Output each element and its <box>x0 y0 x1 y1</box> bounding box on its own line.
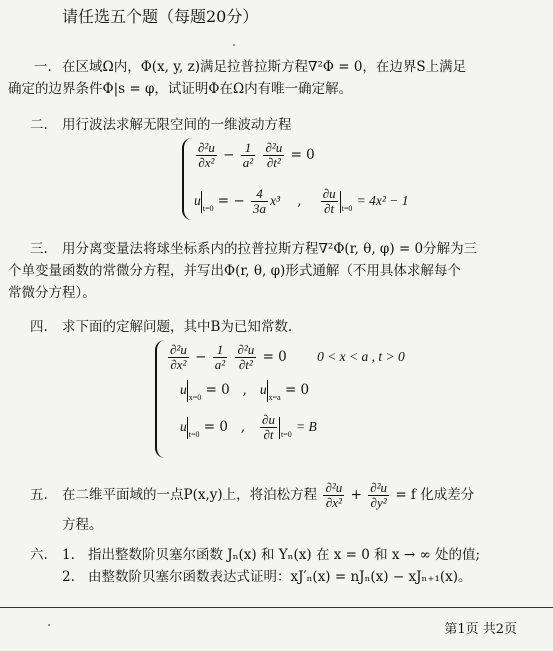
q3-line3: 常微分方程）。 <box>8 285 96 301</box>
q4-brace <box>155 340 165 458</box>
footer-divider <box>0 607 553 608</box>
scan-speck <box>233 44 235 46</box>
page-title: 请任选五个题（每题20分） <box>62 7 259 26</box>
q1-number: 一. <box>34 59 52 75</box>
q6-item1-text: 指出整数阶贝塞尔函数 Jₙ(x) 和 Yₙ(x) 在 x = 0 和 x → ∞ 处的值; <box>88 547 481 563</box>
q4-number: 四. <box>30 319 48 335</box>
q4-frac-d2u-dt2: $\frac{\text{∂²u}}{\text{∂t²}}$ <box>237 342 255 372</box>
q4-equation-2: $u_{x=0} = 0$ , $u_{x=a} = 0$ <box>180 378 309 410</box>
q1-line1: 在区域Ω内，Φ(x, y, z)满足拉普拉斯方程∇²Φ = 0，在边界S上满足 <box>62 59 467 75</box>
q5-frac-d2u-dx2: $\frac{\text{∂²u}}{\text{∂x²}}$ <box>325 480 343 510</box>
q3-line1: 用分离变量法将球坐标系内的拉普拉斯方程∇²Φ(r, θ, φ) = 0分解为三 <box>62 241 478 257</box>
scan-speck <box>48 624 50 626</box>
q2-frac-du-dt: $\frac{\partial u}{\partial t}$ <box>322 186 336 216</box>
q4-equation-1: $\frac{\text{∂²u}}{\text{∂x²}}$ − $\frac{1}{\text{a²}}$ $\frac{\text{∂²u}}{\text{∂t²}}$ = 0 0 < x < a , t > 0 <box>170 342 405 372</box>
q2-equation-2: $u_{t=0}$ = − $\frac{4}{3a}$ x³ , $\frac{\partial u}{\partial t}$ $_{t=0}$ = 4x² − 1 <box>194 186 409 216</box>
q4-frac-du-dt: $\frac{\partial u}{\partial t}$ <box>262 412 275 442</box>
q4-frac-d2u-dx2: $\frac{\text{∂²u}}{\text{∂x²}}$ <box>170 342 187 372</box>
q2-frac-d2u-dt2: $\frac{\text{∂²u}}{\text{∂t²}}$ <box>265 140 283 170</box>
q5-frac-d2u-dy2: $\frac{\text{∂²u}}{\text{∂y²}}$ <box>370 480 388 510</box>
q2-equation-1: $\frac{\text{∂²u}}{\text{∂x²}}$ − $\frac{1}{\text{a²}}$ $\frac{\text{∂²u}}{\text{∂t²}}$ = 0 <box>198 140 315 170</box>
q5-line1: 在二维平面域的一点P(x,y)上，将泊松方程 $\frac{\text{∂²u}}{\text{∂x²}}$ + $\frac{\text{∂²u}}{\text{∂y²}}$ = f 化成差分 <box>62 480 475 510</box>
q4-frac-1-a2: $\frac{1}{\text{a²}}$ <box>214 342 226 372</box>
q4-text: 求下面的定解问题，其中B为已知常数. <box>62 319 293 335</box>
q1-line2: 确定的边界条件Φ|s = φ，试证明Φ在Ω内有唯一确定解。 <box>8 81 353 97</box>
q6-item1-number: 1. <box>62 547 75 563</box>
q2-frac-d2u-dx2: $\frac{\text{∂²u}}{\text{∂x²}}$ <box>198 140 215 170</box>
page-number: 第1页 共2页 <box>444 622 517 637</box>
q2-frac-1-a2: $\frac{1}{\text{a²}}$ <box>242 140 254 170</box>
q5-line2: 方程。 <box>62 517 103 533</box>
q5-number: 五. <box>30 487 48 503</box>
q6-item2-text: 由整数阶贝塞尔函数表达式证明：xJ′ₙ(x) = nJₙ(x) − xJₙ₊₁(x)。 <box>88 569 472 585</box>
q2-frac-4-3a: $\frac{4}{3a}$ <box>253 186 266 216</box>
q3-number: 三. <box>30 241 48 257</box>
q2-brace <box>182 138 192 220</box>
q3-line2: 个单变量函数的常微分方程，并写出Φ(r, θ, φ)形式通解（不用具体求解每个 <box>8 263 461 279</box>
q2-number: 二. <box>30 117 48 133</box>
q6-number: 六. <box>30 547 48 563</box>
q2-text: 用行波法求解无限空间的一维波动方程 <box>62 117 292 133</box>
q6-item2-number: 2. <box>62 569 75 585</box>
q4-equation-3: $u_{t=0} = 0$ , $\frac{\partial u}{\partial t}$ $_{t=0}$ = B <box>180 412 317 442</box>
